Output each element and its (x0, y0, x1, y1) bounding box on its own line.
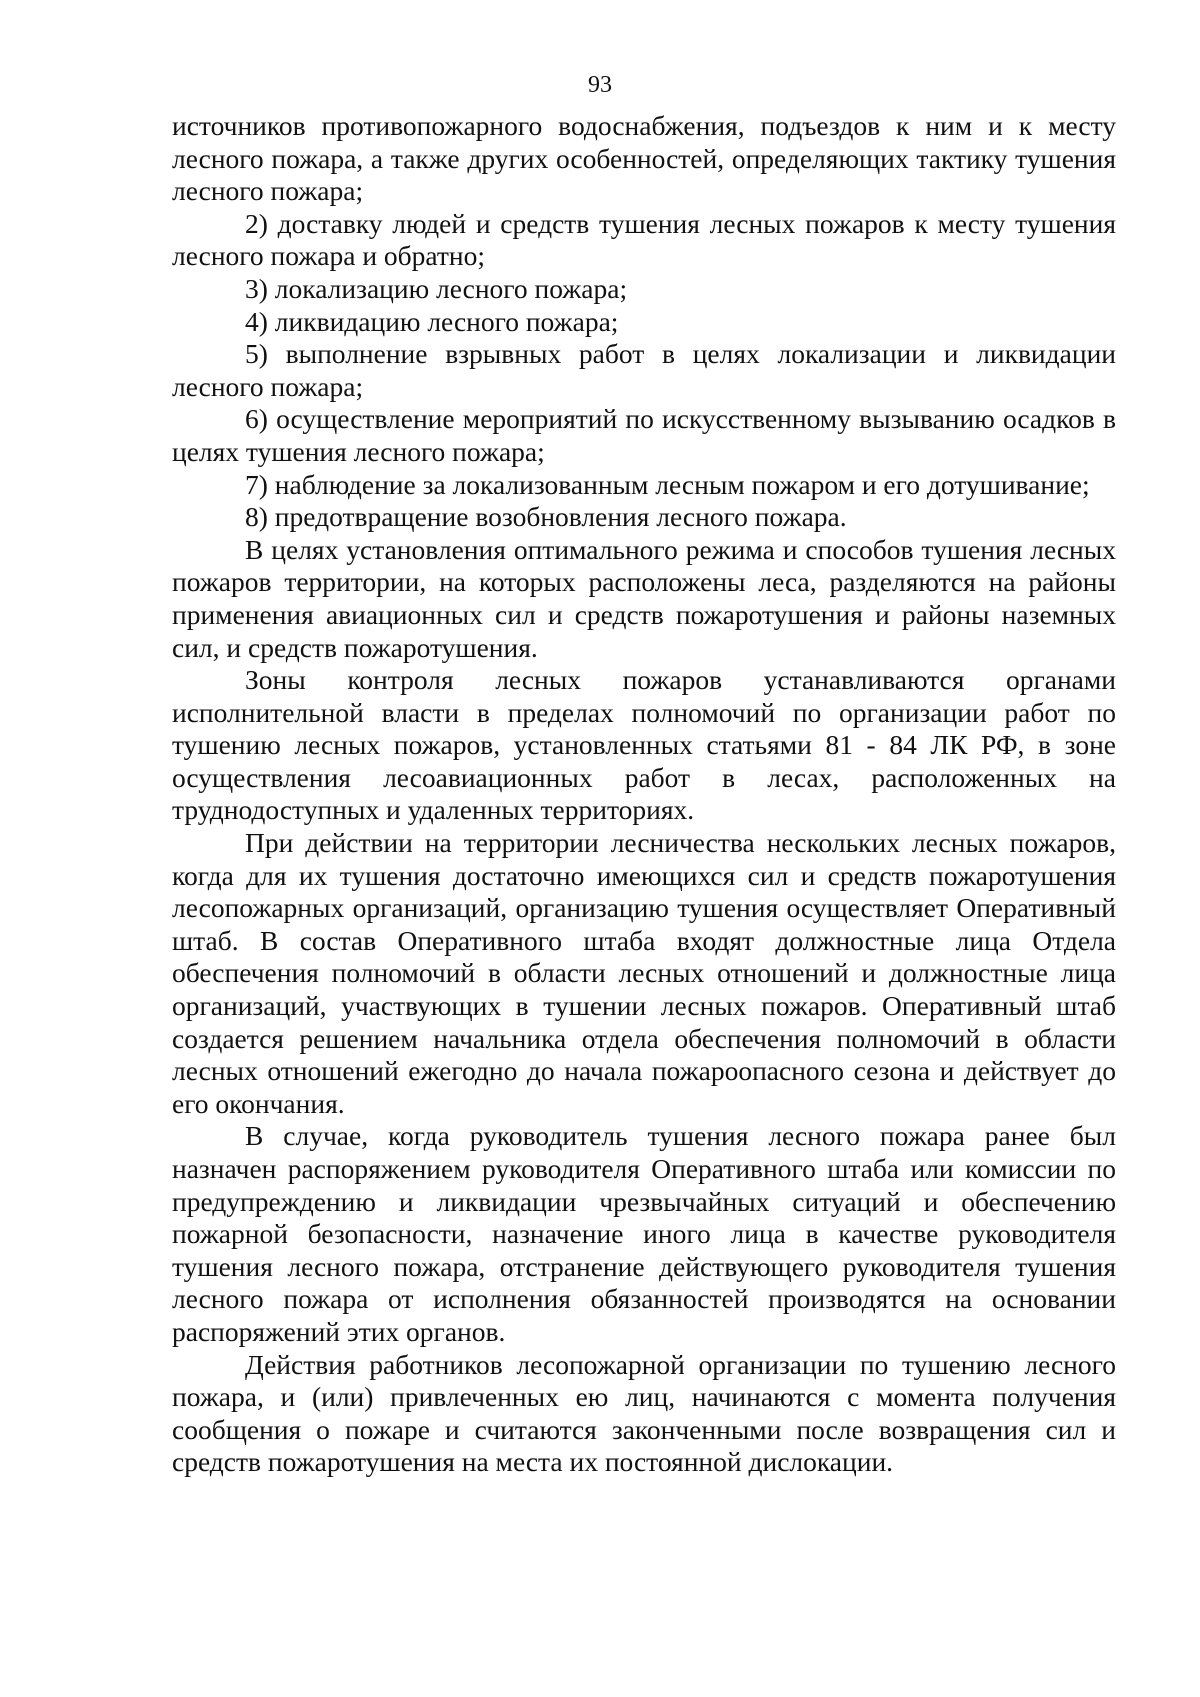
list-item-5: 5) выполнение взрывных работ в целях локализации и ликвидации лесного пожара; (172, 338, 1116, 402)
document-body (172, 110, 1116, 1479)
list-item-3: 3) локализацию лесного пожара; (245, 272, 628, 304)
paragraph-districts: В целях установления оптимального режима и способов тушения лесных пожаров территории, на которых расположены леса, разделяются на районы применения авиационных сил и средств пожаротушения и районы наземных сил, и средств пожаротушения. (172, 533, 1116, 663)
page-number: 93 (588, 72, 612, 98)
list-item-4: 4) ликвидацию лесного пожара; (245, 305, 619, 337)
list-item-8: 8) предотвращение возобновления лесного пожара. (245, 501, 847, 533)
paragraph-operational-staff: При действии на территории лесничества нескольких лесных пожаров, когда для их тушения достаточно имеющихся сил и средств пожаротушения лесопожарных организаций, организацию тушения осуществляет Оперативный штаб. В состав Оперативного штаба входят должностные лица Отдела обеспечения полномочий в области лесных отношений и должностные лица организаций, участвующих в тушении лесных пожаров. Оперативный штаб создается решением начальника отдела обеспечения полномочий в области лесных отношений ежегодно до начала пожароопасного сезона и действует до его окончания. (172, 827, 1116, 1119)
paragraph-control-zones: Зоны контроля лесных пожаров устанавливаются органами исполнительной власти в пределах полномочий по организации работ по тушению лесных пожаров, установленных статьями 81 - 84 ЛК РФ, в зоне осуществления лесоавиационных работ в лесах, расположенных на труднодоступных и удаленных территориях. (172, 664, 1116, 826)
list-item-2: 2) доставку людей и средств тушения лесных пожаров к месту тушения лесного пожара и обратно; (172, 207, 1116, 272)
paragraph-fire-chief: В случае, когда руководитель тушения лесного пожара ранее был назначен распоряжением руководителя Оперативного штаба или комиссии по предупреждению и ликвидации чрезвычайных ситуаций и обеспечению пожарной безопасности, назначение иного лица в качестве руководителя тушения лесного пожара, отстранение действующего руководителя тушения лесного пожара от исполнения обязанностей производятся на основании распоряжений этих органов. (172, 1120, 1116, 1347)
paragraph-actions: Действия работников лесопожарной организации по тушению лесного пожара, и (или) привлеченных ею лиц, начинаются с момента получения сообщения о пожаре и считаются законченными после возвращения сил и средств пожаротушения на места их постоянной дислокации. (172, 1348, 1116, 1478)
list-item-7: 7) наблюдение за локализованным лесным пожаром и его дотушивание; (245, 468, 1090, 500)
paragraph-continuation: источников противопожарного водоснабжения, подъездов к ним и к месту лесного пожара, а также других особенностей, определяющих тактику тушения лесного пожара; (172, 110, 1116, 207)
list-item-6: 6) осуществление мероприятий по искусственному вызыванию осадков в целях тушения лесного пожара; (172, 403, 1116, 467)
